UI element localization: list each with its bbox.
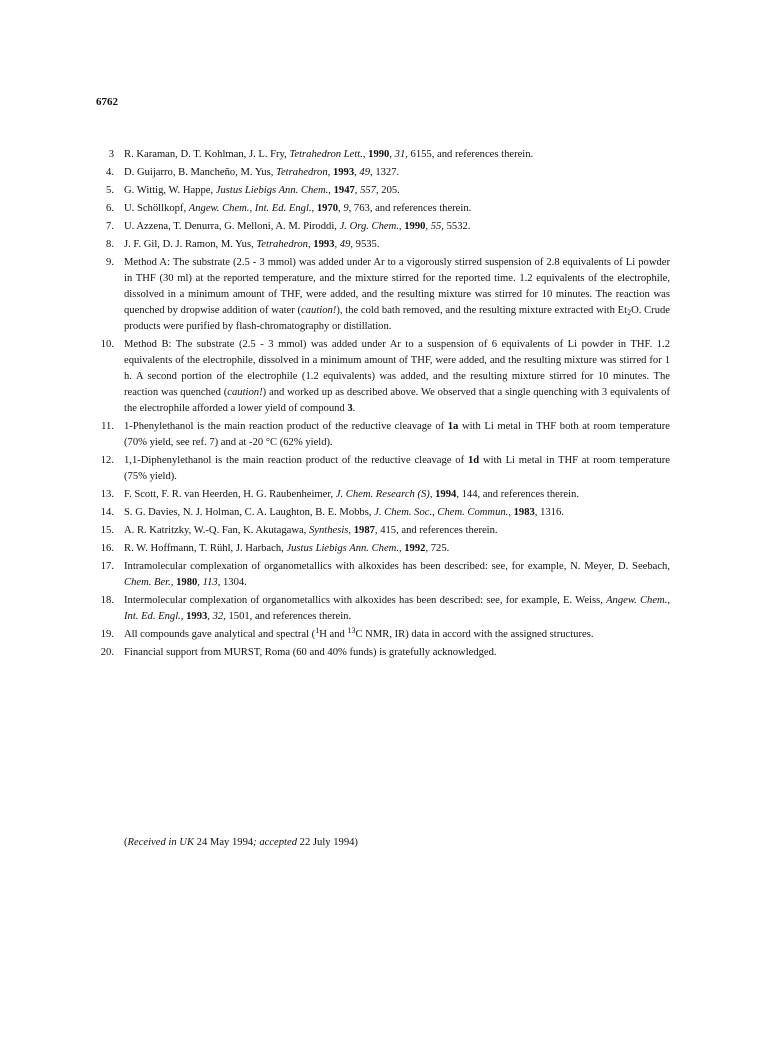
reference-text-part: J. Chem. Soc., Chem. Commun. xyxy=(374,507,509,518)
reference-number: 15. xyxy=(100,525,114,536)
reference-text-part: Synthesis xyxy=(308,525,349,536)
reference-text-part: 1-Phenylethanol is the main reaction product of the reductive cleavage of xyxy=(124,421,448,432)
reference-text-part: , xyxy=(307,239,314,250)
reference-text xyxy=(124,183,670,199)
reference-item xyxy=(96,505,670,521)
reference-text-part: O. Crude products were purified by flash-chromatography or distillation. xyxy=(124,305,670,332)
reference-text-part: 1947 xyxy=(333,185,355,196)
reference-text-part: , 5532. xyxy=(441,221,471,232)
reference-text-part: Method B: The substrate (2.5 - 3 mmol) was added under Ar to a suspension of 6 equivalents of Li powder in THF. 1.2 equivalents of the electrophile, dissolved in a minimum amount of THF, were added, and the resulting mixture was stirred for 1 h. A second portion of the electrophile (1.2 equivalents) was added, and the resulting mixture stirred for 10 minutes. The reaction was quenched ( xyxy=(124,339,670,398)
reference-item xyxy=(96,453,670,485)
reference-text-part: 1993 xyxy=(332,167,355,178)
reference-text-part: , 415, and references therein. xyxy=(374,525,498,536)
reference-text-part: 55 xyxy=(430,221,442,232)
reference-item xyxy=(96,219,670,235)
reference-text-part: Tetrahedron xyxy=(276,167,328,178)
reference-text-part: 1990 xyxy=(404,221,426,232)
reference-text xyxy=(124,337,670,417)
reference-number: 8. xyxy=(106,239,114,250)
reference-text-part: , xyxy=(362,149,369,160)
reference-text xyxy=(124,237,670,253)
reference-text xyxy=(124,255,670,335)
reference-text-part: 1993 xyxy=(186,611,208,622)
reference-number: 10. xyxy=(100,339,114,350)
reference-text xyxy=(124,419,670,451)
reference-text-part: , xyxy=(334,239,340,250)
references-list xyxy=(96,147,670,663)
reference-text xyxy=(124,201,670,217)
reference-text-part: All compounds gave analytical and spectral ( xyxy=(124,629,316,640)
received-label: Received in UK xyxy=(127,837,195,848)
reference-text-part: S. G. Davies, N. J. Holman, C. A. Laughton, B. E. Mobbs, xyxy=(124,507,375,518)
received-close: ) xyxy=(354,837,358,848)
reference-text-part: 1d xyxy=(467,455,480,466)
reference-text-part: 1980 xyxy=(176,577,198,588)
reference-text-part: J. Chem. Research (S) xyxy=(335,489,430,500)
reference-text-part: , 205. xyxy=(375,185,400,196)
reference-number: 14. xyxy=(100,507,114,518)
reference-number: 6. xyxy=(106,203,114,214)
reference-number: 3 xyxy=(108,149,114,160)
reference-text-part: 1990 xyxy=(368,149,390,160)
reference-text-part: , xyxy=(338,203,344,214)
reference-text-part: , 6155, and references therein. xyxy=(405,149,534,160)
reference-text-part: 2 xyxy=(627,308,632,317)
reference-text-part: , xyxy=(197,577,203,588)
reference-text-part: , 1327. xyxy=(370,167,400,178)
reference-text-part: C NMR, IR) data in accord with the assigned structures. xyxy=(355,629,594,640)
reference-item xyxy=(96,201,670,217)
reference-text-part: 13 xyxy=(347,626,356,635)
reference-text-part: Angew. Chem., Int. Ed. Engl. xyxy=(124,595,670,622)
reference-text xyxy=(124,487,670,503)
reference-text-part: , 1316. xyxy=(534,507,564,518)
reference-number: 4. xyxy=(106,167,114,178)
reference-text-part: 557 xyxy=(360,185,376,196)
reference-text-part: , xyxy=(348,525,354,536)
reference-text-part: , xyxy=(425,221,431,232)
reference-number: 18. xyxy=(100,595,114,606)
reference-item xyxy=(96,627,670,643)
received-sep: ; xyxy=(253,837,260,848)
reference-text-part: U. Azzena, T. Denurra, G. Melloni, A. M. Piroddi, xyxy=(124,221,340,232)
reference-text xyxy=(124,165,670,181)
reference-text-part: , xyxy=(389,149,395,160)
reference-text-part: Chem. Ber. xyxy=(124,577,171,588)
reference-text-part: , xyxy=(429,489,436,500)
reference-item xyxy=(96,593,670,625)
reference-text xyxy=(124,645,670,661)
received-note xyxy=(124,837,358,848)
reference-number: 9. xyxy=(106,257,114,268)
reference-text-part: . xyxy=(352,403,356,414)
reference-number: 20. xyxy=(100,647,114,658)
reference-text-part: , xyxy=(180,611,187,622)
reference-text-part: Justus Liebigs Ann. Chem. xyxy=(286,543,399,554)
reference-text-part: with Li metal in THF both at room temperature (70% yield, see ref. 7) and at -20 °C (62% yield). xyxy=(124,421,671,448)
reference-text-part: 9 xyxy=(343,203,349,214)
reference-item xyxy=(96,237,670,253)
reference-number: 11. xyxy=(101,421,114,432)
reference-number: 19. xyxy=(100,629,114,640)
reference-text-part: J. F. Gil, D. J. Ramon, M. Yus, xyxy=(124,239,257,250)
page-number: 6762 xyxy=(96,96,118,108)
reference-text-part: Justus Liebigs Ann. Chem. xyxy=(215,185,329,196)
reference-text-part: ), the cold bath removed, and the resulting mixture extracted with Et xyxy=(336,305,628,316)
reference-text-part: , xyxy=(398,221,405,232)
reference-text-part: 49 xyxy=(359,167,371,178)
reference-text-part: 1992 xyxy=(404,543,426,554)
reference-item xyxy=(96,255,670,335)
reference-text-part: Tetrahedron Lett. xyxy=(289,149,363,160)
reference-text-part: 49 xyxy=(339,239,351,250)
reference-text-part: ) and worked up as described above. We observed that a single quenching with 3 equivalents of the electrophile afforded a lower yield of compound xyxy=(124,387,671,414)
reference-text-part: , 1501, and references therein. xyxy=(223,611,352,622)
reference-text-part: Method A: The substrate (2.5 - 3 mmol) was added under Ar to a vigorously stirred suspension of 2.8 equivalents of Li powder in THF (30 ml) at the reported temperature, and the mixture stirred for the reported time. 1.2 equivalents of the electrophile, dissolved in a minimum amount of THF, were added, and the resulting mixture was stirred for 10 minutes. The reaction was quenched by dropwise addition of water ( xyxy=(124,257,670,316)
reference-number: 16. xyxy=(100,543,114,554)
reference-text xyxy=(124,627,670,643)
reference-text xyxy=(124,523,670,539)
reference-item xyxy=(96,487,670,503)
reference-text-part: , xyxy=(398,543,405,554)
reference-text-part: , xyxy=(207,611,213,622)
reference-text xyxy=(124,505,670,521)
reference-text-part: U. Schöllkopf, xyxy=(124,203,189,214)
reference-text-part: R. Karaman, D. T. Kohlman, J. L. Fry, xyxy=(124,149,290,160)
reference-text-part: , 1304. xyxy=(217,577,247,588)
reference-text-part: 1993 xyxy=(313,239,335,250)
reference-text-part: , xyxy=(354,185,361,196)
reference-text-part: , xyxy=(354,167,360,178)
reference-text-part: H and xyxy=(319,629,348,640)
reference-text-part: , xyxy=(508,507,514,518)
reference-text-part: with Li metal in THF at room temperature (75% yield). xyxy=(124,455,670,482)
accepted-label: accepted xyxy=(259,837,298,848)
reference-text-part: caution! xyxy=(301,305,337,316)
reference-text-part: , xyxy=(327,167,333,178)
reference-number: 7. xyxy=(106,221,114,232)
reference-text-part: , 9535. xyxy=(350,239,380,250)
reference-number: 5. xyxy=(106,185,114,196)
reference-text-part: Intramolecular complexation of organometallics with alkoxides has been described: see, for example, N. Meyer, D. Seebach, xyxy=(124,561,670,572)
reference-text-part: Tetrahedron xyxy=(256,239,308,250)
reference-text xyxy=(124,453,670,485)
reference-text-part: G. Wittig, W. Happe, xyxy=(124,185,216,196)
reference-text-part: , xyxy=(328,185,334,196)
reference-text-part: A. R. Katritzky, W.-Q. Fan, K. Akutagawa, xyxy=(124,525,309,536)
reference-item xyxy=(96,183,670,199)
reference-text-part: caution! xyxy=(227,387,263,398)
reference-item xyxy=(96,165,670,181)
reference-text-part: , 725. xyxy=(425,543,450,554)
reference-text xyxy=(124,147,670,163)
reference-text xyxy=(124,593,670,625)
reference-text-part: 1 xyxy=(315,626,320,635)
reference-number: 17. xyxy=(100,561,114,572)
reference-text-part: 1983 xyxy=(513,507,535,518)
reference-text-part: 113 xyxy=(202,577,218,588)
reference-text-part: 1987 xyxy=(353,525,375,536)
reference-text-part: , xyxy=(170,577,177,588)
reference-item xyxy=(96,541,670,557)
reference-text-part: 1,1-Diphenylethanol is the main reaction product of the reductive cleavage of xyxy=(124,455,468,466)
reference-item xyxy=(96,147,670,163)
reference-text-part: Intermolecular complexation of organometallics with alkoxides has been described: see, for example, E. Weiss, xyxy=(124,595,607,606)
reference-item xyxy=(96,645,670,661)
reference-text-part: 31 xyxy=(394,149,406,160)
reference-text-part: 1a xyxy=(447,421,459,432)
reference-item xyxy=(96,419,670,451)
reference-text-part: R. W. Hoffmann, T. Rühl, J. Harbach, xyxy=(124,543,287,554)
reference-text-part: F. Scott, F. R. van Heerden, H. G. Raubenheimer, xyxy=(124,489,336,500)
received-date: 24 May 1994 xyxy=(196,837,254,848)
reference-text-part: , 144, and references therein. xyxy=(456,489,579,500)
reference-number: 12. xyxy=(100,455,114,466)
reference-text-part: , 763, and references therein. xyxy=(348,203,472,214)
reference-text-part: D. Guijarro, B. Mancheño, M. Yus, xyxy=(124,167,277,178)
reference-item xyxy=(96,337,670,417)
reference-text-part: 1970 xyxy=(316,203,339,214)
reference-text xyxy=(124,559,670,591)
reference-item xyxy=(96,523,670,539)
reference-text-part: 3 xyxy=(347,403,353,414)
received-open: ( xyxy=(124,837,128,848)
reference-number: 13. xyxy=(100,489,114,500)
reference-item xyxy=(96,559,670,591)
reference-text-part: 1994 xyxy=(435,489,457,500)
reference-text xyxy=(124,219,670,235)
reference-text-part: , xyxy=(311,203,317,214)
reference-text xyxy=(124,541,670,557)
reference-text-part: 32 xyxy=(212,611,224,622)
reference-text-part: Angew. Chem., Int. Ed. Engl. xyxy=(188,203,312,214)
reference-text-part: J. Org. Chem. xyxy=(339,221,399,232)
accepted-date: 22 July 1994 xyxy=(299,837,355,848)
reference-text-part: Financial support from MURST, Roma (60 and 40% funds) is gratefully acknowledged. xyxy=(124,647,497,658)
